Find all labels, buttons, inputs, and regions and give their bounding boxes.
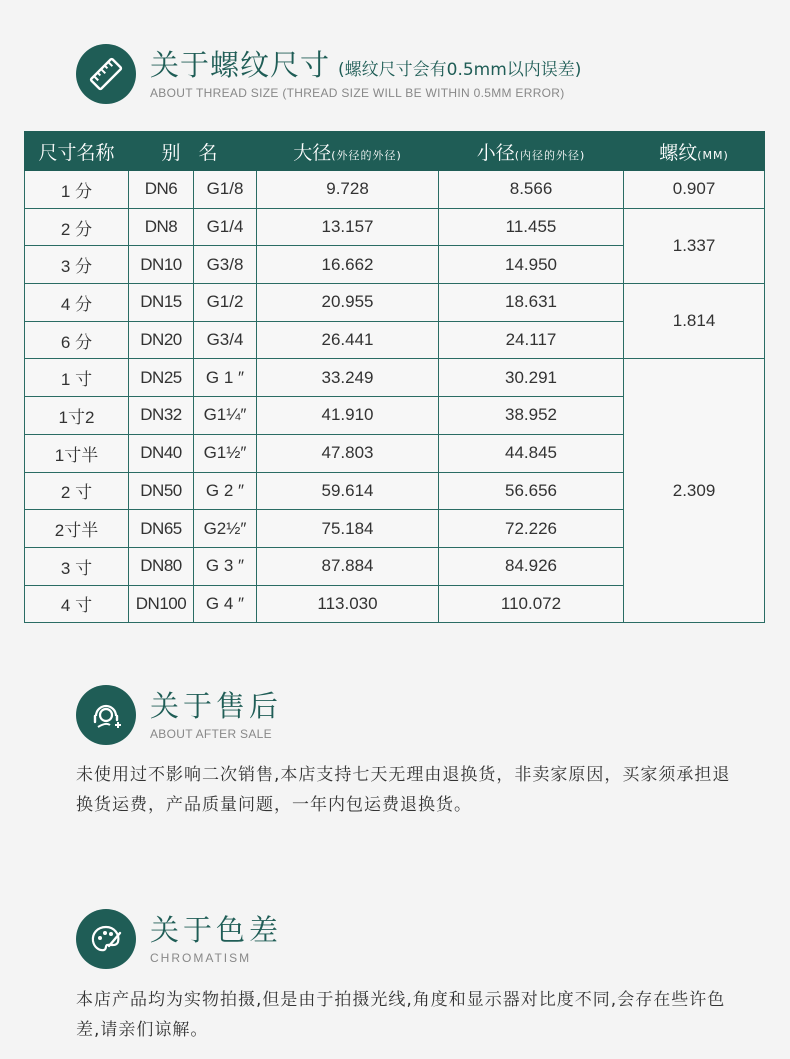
- cell-minor: 110.072: [439, 585, 624, 623]
- cell-g: G1/4: [194, 208, 257, 246]
- cell-pitch: 1.337: [624, 208, 765, 283]
- cell-size: 2 分: [25, 208, 129, 246]
- cell-major: 41.910: [257, 397, 439, 435]
- cell-major: 113.030: [257, 585, 439, 623]
- cell-major: 26.441: [257, 321, 439, 359]
- header-size: 尺寸名称: [25, 132, 129, 171]
- thread-size-table: [24, 131, 765, 623]
- cell-minor: 30.291: [439, 359, 624, 397]
- cell-size: 4 寸: [25, 585, 129, 623]
- cell-dn: DN50: [129, 472, 194, 510]
- cell-dn: DN65: [129, 510, 194, 548]
- cell-size: 1 分: [25, 171, 129, 209]
- cell-size: 3 寸: [25, 547, 129, 585]
- cell-dn: DN8: [129, 208, 194, 246]
- cell-size: 1 寸: [25, 359, 129, 397]
- cell-g: G 1 ″: [194, 359, 257, 397]
- cell-dn: DN100: [129, 585, 194, 623]
- cell-major: 13.157: [257, 208, 439, 246]
- cell-size: 1寸2: [25, 397, 129, 435]
- cell-dn: DN15: [129, 284, 194, 322]
- cell-dn: DN40: [129, 434, 194, 472]
- palette-icon: [76, 909, 136, 969]
- header-major: 大径(外径的外径): [257, 132, 439, 171]
- cell-g: G1½″: [194, 434, 257, 472]
- cell-minor: 18.631: [439, 284, 624, 322]
- cell-g: G 3 ″: [194, 547, 257, 585]
- cell-dn: DN80: [129, 547, 194, 585]
- cell-g: G 4 ″: [194, 585, 257, 623]
- cell-pitch: 1.814: [624, 284, 765, 359]
- ruler-icon: [76, 44, 136, 104]
- thread-size-header: [76, 44, 581, 104]
- cell-size: 3 分: [25, 246, 129, 284]
- cell-dn: DN25: [129, 359, 194, 397]
- cell-minor: 11.455: [439, 208, 624, 246]
- cell-size: 1寸半: [25, 434, 129, 472]
- after-sale-title: 关于售后: [150, 689, 283, 723]
- cell-g: G3/8: [194, 246, 257, 284]
- cell-major: 47.803: [257, 434, 439, 472]
- header-pitch: 螺纹(MM): [624, 132, 765, 171]
- table-row: [25, 171, 765, 209]
- cell-minor: 56.656: [439, 472, 624, 510]
- cell-minor: 8.566: [439, 171, 624, 209]
- chromatism-title: 关于色差: [150, 913, 283, 947]
- cell-minor: 38.952: [439, 397, 624, 435]
- thread-size-note: (螺纹尺寸会有0.5mm以内误差): [338, 60, 582, 80]
- cell-g: G1/2: [194, 284, 257, 322]
- cell-minor: 24.117: [439, 321, 624, 359]
- cell-minor: 44.845: [439, 434, 624, 472]
- cell-dn: DN10: [129, 246, 194, 284]
- cell-minor: 72.226: [439, 510, 624, 548]
- cell-major: 16.662: [257, 246, 439, 284]
- cell-major: 20.955: [257, 284, 439, 322]
- cell-dn: DN6: [129, 171, 194, 209]
- thread-size-subtitle: ABOUT THREAD SIZE (THREAD SIZE WILL BE WITHIN 0.5MM ERROR): [150, 86, 565, 100]
- header-alias: 别 名: [129, 132, 257, 171]
- cell-pitch: 0.907: [624, 171, 765, 209]
- cell-minor: 84.926: [439, 547, 624, 585]
- cell-size: 6 分: [25, 321, 129, 359]
- chromatism-header: [76, 909, 282, 969]
- cell-g: G2½″: [194, 510, 257, 548]
- table-row: [25, 284, 765, 322]
- chromatism-text: 本店产品均为实物拍摄,但是由于拍摄光线,角度和显示器对比度不同,会存在些许色差,请亲们谅解。: [76, 990, 726, 1040]
- after-sale-subtitle: ABOUT AFTER SALE: [150, 727, 272, 741]
- cell-g: G 2 ″: [194, 472, 257, 510]
- cell-pitch: 2.309: [624, 359, 765, 623]
- cell-major: 9.728: [257, 171, 439, 209]
- cell-minor: 14.950: [439, 246, 624, 284]
- cell-size: 2寸半: [25, 510, 129, 548]
- cell-size: 2 寸: [25, 472, 129, 510]
- after-sale-text: 未使用过不影响二次销售,本店支持七天无理由退换货，非卖家原因，买家须承担退换货运费，产品质量问题，一年内包运费退换货。: [76, 765, 731, 815]
- cell-major: 59.614: [257, 472, 439, 510]
- header-minor: 小径(内径的外径): [439, 132, 624, 171]
- table-row: [25, 208, 765, 246]
- cell-g: G3/4: [194, 321, 257, 359]
- thread-size-title: 关于螺纹尺寸: [150, 48, 331, 82]
- cell-g: G1¼″: [194, 397, 257, 435]
- cell-g: G1/8: [194, 171, 257, 209]
- customer-service-icon: [76, 685, 136, 745]
- cell-major: 87.884: [257, 547, 439, 585]
- cell-major: 75.184: [257, 510, 439, 548]
- table-row: [25, 359, 765, 397]
- cell-dn: DN32: [129, 397, 194, 435]
- chromatism-subtitle: CHROMATISM: [150, 951, 252, 965]
- cell-dn: DN20: [129, 321, 194, 359]
- cell-major: 33.249: [257, 359, 439, 397]
- after-sale-header: [76, 685, 282, 745]
- cell-size: 4 分: [25, 284, 129, 322]
- table-header-row: [25, 132, 765, 171]
